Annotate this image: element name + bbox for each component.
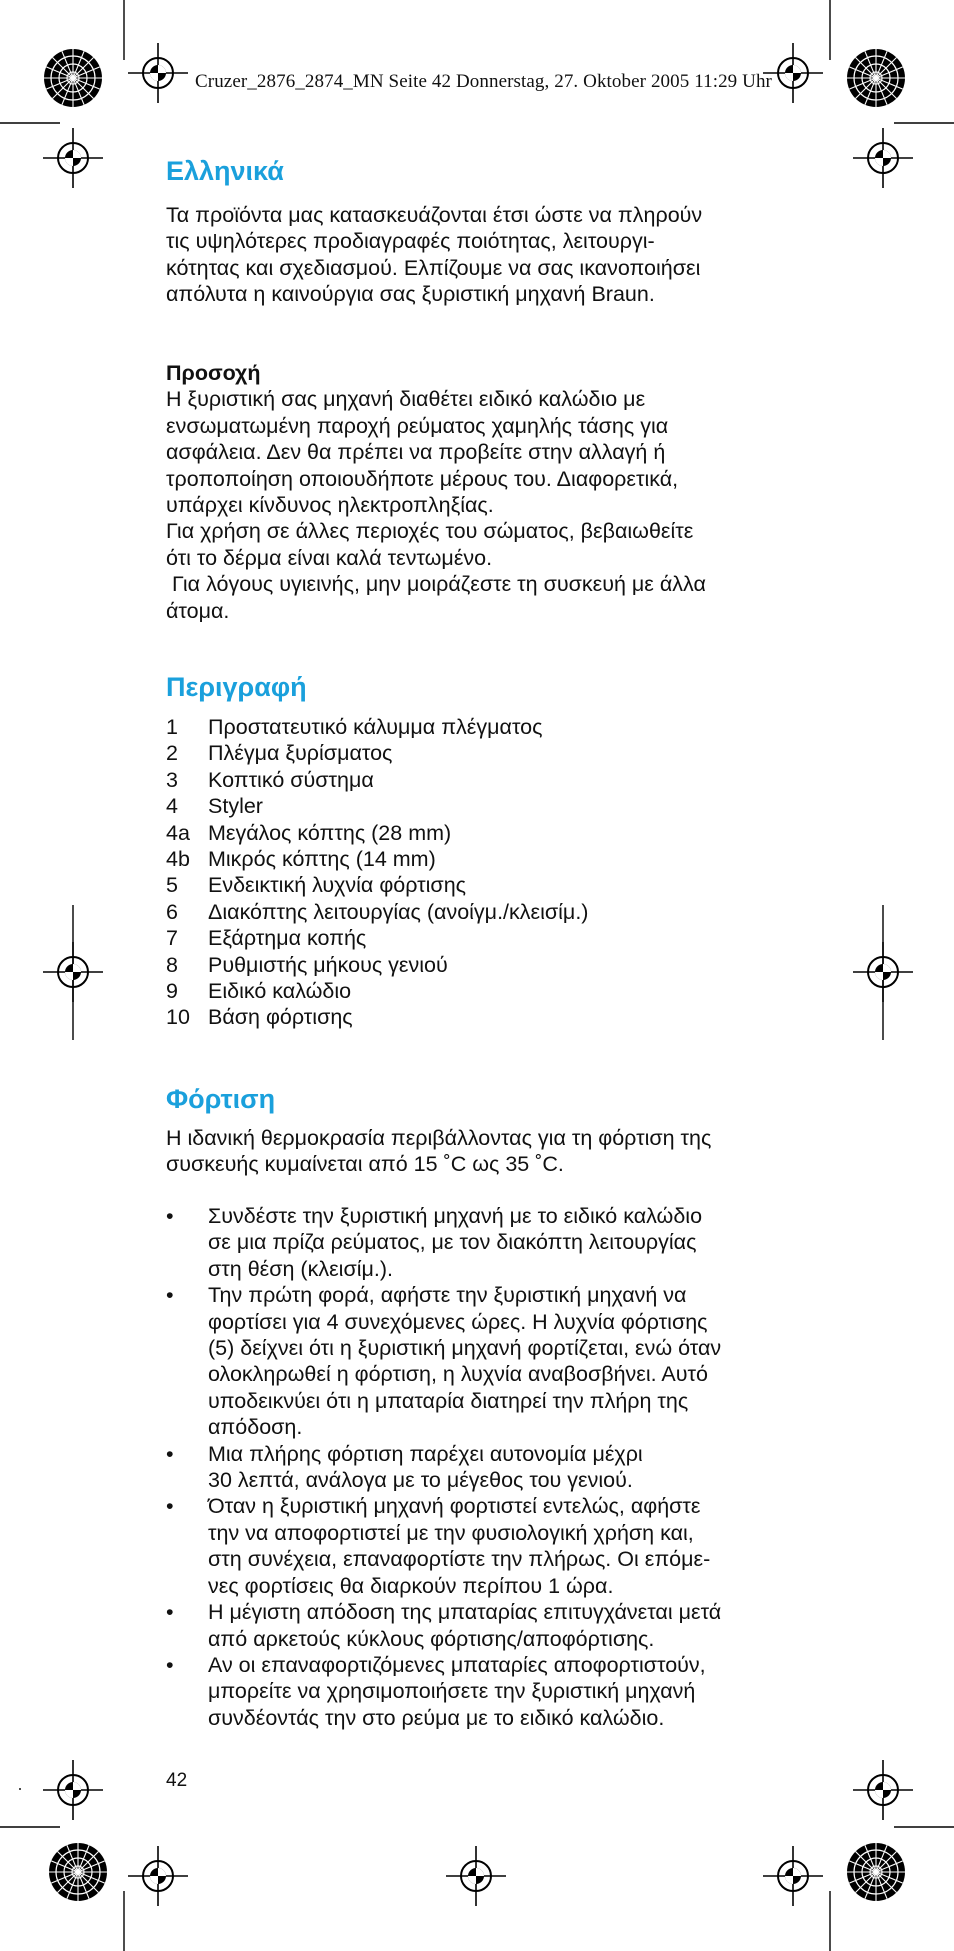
item-number: 3: [166, 767, 178, 792]
item-label: Προστατευτικό κάλυμμα πλέγματος: [208, 715, 543, 739]
caution-line: τροποποίηση οποιουδήποτε μέρους του. Διαφορετικά,: [166, 466, 679, 491]
bullet-icon: •: [166, 1600, 174, 1625]
item-number: 8: [166, 952, 178, 977]
charging-intro-line: συσκευής κυμαίνεται από 15 ˚C ως 35 ˚C.: [166, 1152, 564, 1177]
bullet-line: Συνδέστε την ξυριστική μηχανή με το ειδικό καλώδιο: [208, 1204, 703, 1228]
caution-line: Για χρήση σε άλλες περιοχές του σώματος, βεβαιωθείτε: [166, 519, 694, 544]
list-item: [166, 1004, 588, 1030]
bullet-line: (5) δείχνει ότι η ξυριστική μηχανή φορτίζεται, ενώ όταν: [208, 1336, 722, 1361]
item-number: 2: [166, 741, 178, 766]
list-item: [166, 899, 588, 925]
item-label: Styler: [208, 794, 263, 819]
heading-fortisi: Φόρτιση: [166, 1084, 276, 1114]
bullet-line: απόδοση.: [208, 1415, 303, 1440]
bullet-icon: •: [166, 1652, 174, 1677]
caution-line: Η ξυριστική σας μηχανή διαθέτει ειδικό καλώδιο με: [166, 387, 646, 412]
bullet-line: Η μέγιστη απόδοση της μπαταρίας επιτυγχάνεται μετά: [208, 1600, 722, 1625]
item-number: 6: [166, 899, 178, 924]
charging-intro: [166, 1125, 806, 1178]
print-slug: Cruzer_2876_2874_MN Seite 42 Donnerstag, 27. Oktober 2005 11:29 Uhr: [195, 71, 772, 92]
bullet-icon: •: [166, 1204, 174, 1228]
bullet-line: ολοκληρωθεί η φόρτιση, η λυχνία αναβοσβήνει. Αυτό: [208, 1362, 708, 1387]
item-label: Διακόπτης λειτουργίας (ανοίγμ./κλεισίμ.): [208, 899, 589, 924]
caution-line: Για λόγους υγιεινής, μην μοιράζεστε τη συσκευή με άλλα: [166, 572, 706, 597]
caution-line: ότι το δέρμα είναι καλά τεντωμένο.: [166, 545, 493, 570]
item-number: 4: [166, 794, 178, 819]
bullet-line: φορτίσει για 4 συνεχόμενες ώρες. Η λυχνία φόρτισης: [208, 1309, 708, 1334]
item-number: 4b: [166, 846, 190, 871]
description-list: [166, 714, 588, 1031]
caution-title: Προσοχή: [166, 361, 261, 385]
item-label: Βάση φόρτισης: [208, 1005, 353, 1030]
item-label: Μικρός κόπτης (14 mm): [208, 846, 436, 871]
list-item: [166, 952, 588, 978]
intro-line: απόλυτα η καινούργια σας ξυριστική μηχανή Braun.: [166, 282, 655, 307]
bullet-text: [208, 1652, 706, 1731]
item-label: Ειδικό καλώδιο: [208, 978, 352, 1003]
charging-intro-line: Η ιδανική θερμοκρασία περιβάλλοντας για τη φόρτιση της: [166, 1126, 712, 1150]
bullet-line: σε μια πρίζα ρεύματος, με τον διακόπτη λειτουργίας: [208, 1230, 697, 1255]
bullet-line: στη συνέχεια, επαναφορτίστε την πλήρως. Οι επόμε-: [208, 1547, 711, 1572]
caution-section: [166, 360, 806, 624]
bullet-line: Μια πλήρης φόρτιση παρέχει αυτονομία μέχρι: [208, 1441, 643, 1466]
bullet-line: υποδεικνύει ότι η μπαταρία διατηρεί την πλήρη της: [208, 1388, 689, 1413]
list-item: [166, 767, 588, 793]
charging-bullets: [166, 1203, 721, 1731]
bullet-line: Αν οι επαναφορτιζόμενες μπαταρίες αποφορτιστούν,: [208, 1652, 706, 1677]
list-item: [166, 978, 588, 1004]
list-item: [166, 714, 588, 740]
list-item: [166, 1652, 721, 1731]
list-item: [166, 846, 588, 872]
bullet-line: στη θέση (κλεισίμ.).: [208, 1256, 393, 1281]
caution-line: υπάρχει κίνδυνος ηλεκτροπληξίας.: [166, 493, 494, 518]
list-item: [166, 1203, 721, 1282]
item-number: 9: [166, 978, 178, 1003]
intro-line: τις υψηλότερες προδιαγραφές ποιότητας, λειτουργι-: [166, 229, 655, 254]
bullet-line: νες φορτίσεις θα διαρκούν περίπου 1 ώρα.: [208, 1573, 614, 1598]
heading-perigrafi: Περιγραφή: [166, 672, 307, 702]
caution-line: ενσωματωμένη παροχή ρεύματος χαμηλής τάσης για: [166, 413, 669, 438]
bullet-text: [208, 1282, 721, 1440]
item-number: 7: [166, 926, 178, 951]
list-item: [166, 872, 588, 898]
bullet-line: Όταν η ξυριστική μηχανή φορτιστεί εντελώς, αφήστε: [208, 1494, 701, 1519]
item-number: 5: [166, 873, 178, 898]
list-item: [166, 925, 588, 951]
bullet-icon: •: [166, 1441, 174, 1466]
list-item: [166, 1599, 721, 1652]
bullet-icon: •: [166, 1283, 174, 1308]
bullet-line: μπορείτε να χρησιμοποιήσετε την ξυριστική μηχανή: [208, 1679, 696, 1704]
bullet-line: Την πρώτη φορά, αφήστε την ξυριστική μηχανή να: [208, 1283, 687, 1308]
item-number: 4a: [166, 820, 190, 845]
list-item: [166, 820, 588, 846]
bullet-text: [208, 1493, 710, 1599]
bullet-line: από αρκετούς κύκλους φόρτισης/αποφόρτισης.: [208, 1626, 655, 1651]
item-label: Μεγάλος κόπτης (28 mm): [208, 820, 452, 845]
intro-paragraph: [166, 202, 806, 308]
item-label: Ρυθμιστής μήκους γενιού: [208, 952, 448, 977]
heading-ellinika: Ελληνικά: [166, 156, 284, 186]
caution-line: ασφάλεια. Δεν θα πρέπει να προβείτε στην αλλαγή ή: [166, 440, 666, 465]
bullet-line: την να αποφορτιστεί με την φυσιολογική χρήση και,: [208, 1520, 694, 1545]
item-label: Εξάρτημα κοπής: [208, 926, 367, 951]
caution-line: άτομα.: [166, 598, 230, 623]
list-item: [166, 1441, 721, 1494]
intro-line: Τα προϊόντα μας κατασκευάζονται έτσι ώστε να πληρούν: [166, 203, 703, 227]
item-number: 10: [166, 1005, 190, 1030]
item-label: Κοπτικό σύστημα: [208, 767, 374, 792]
bullet-text: [208, 1203, 702, 1282]
item-number: 1: [166, 715, 178, 739]
item-label: Ενδεικτική λυχνία φόρτισης: [208, 873, 467, 898]
item-label: Πλέγμα ξυρίσματος: [208, 741, 393, 766]
list-item: [166, 793, 588, 819]
bullet-line: συνδέοντάς την στο ρεύμα με το ειδικό καλώδιο.: [208, 1705, 665, 1730]
page-number: 42: [166, 1770, 188, 1791]
bullet-text: [208, 1599, 721, 1652]
list-item: [166, 740, 588, 766]
bullet-text: [208, 1441, 643, 1494]
list-item: [166, 1282, 721, 1440]
bullet-icon: •: [166, 1494, 174, 1519]
list-item: [166, 1493, 721, 1599]
bullet-line: 30 λεπτά, ανάλογα με το μέγεθος του γενιού.: [208, 1468, 633, 1493]
intro-line: κότητας και σχεδιασμού. Ελπίζουμε να σας ικανοποιήσει: [166, 255, 701, 280]
